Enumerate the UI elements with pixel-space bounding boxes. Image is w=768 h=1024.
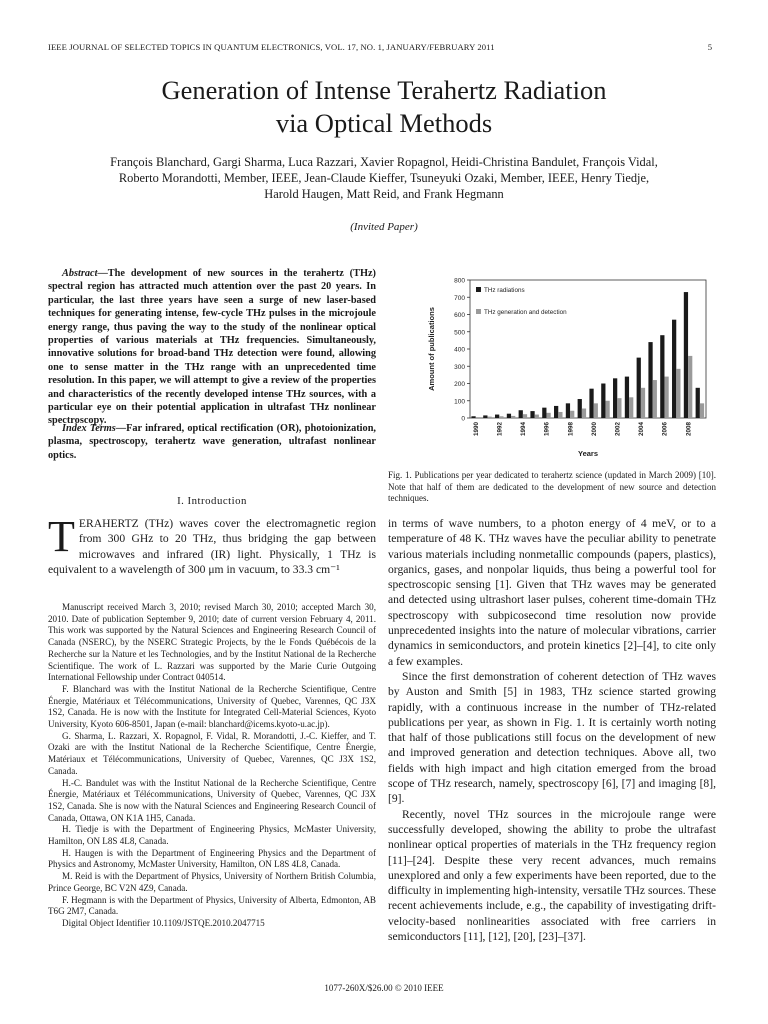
footnote: F. Hegmann is with the Department of Physics, University of Alberta, Edmonton, AB T6G 2M7, Canada. [48,894,376,917]
x-tick-label: 1990 [472,422,480,437]
bar-thz-generation-detection [546,413,550,418]
bar-thz-generation-detection [511,416,515,418]
footnote: H. Tiedje is with the Department of Engineering Physics, McMaster University, Hamilton, ON L8S 4L8, Canada. [48,824,376,847]
index-terms-label: Index Terms [62,423,116,434]
bar-thz-generation-detection [617,398,621,418]
bar-thz-radiations [672,320,676,418]
bar-thz-radiations [519,410,523,418]
y-tick-label: 300 [454,363,465,371]
legend-label: THz radiations [484,287,525,294]
drop-cap: T [48,512,75,561]
legend-label: THz generation and detection [484,309,567,316]
bar-thz-radiations [542,408,546,418]
bar-thz-generation-detection [499,416,503,418]
bar-thz-generation-detection [487,417,491,418]
bar-thz-generation-detection [653,380,657,418]
authors-line-2: Roberto Morandotti, Member, IEEE, Jean-Claude Kieffer, Tsuneyuki Ozaki, Member, IEEE, Henry Tiedje, [118,171,650,185]
authors-line-1: François Blanchard, Gargi Sharma, Luca Razzari, Xavier Ropagnol, Heidi-Christina Bandulet, François Vidal, [110,155,658,169]
x-tick-label: 1992 [496,422,504,437]
x-tick-label: 2000 [590,422,598,437]
bar-thz-generation-detection [535,415,539,418]
section-heading: I. Introduction [177,495,247,507]
x-tick-label: 2008 [685,422,693,437]
figure-caption: Fig. 1. Publications per year dedicated to terahertz science (updated in March 2009) [10]. Note that half of them are dedicated to the development of new source and detection techniques. [388,470,716,503]
bar-thz-generation-detection [688,356,692,418]
running-head: IEEE JOURNAL OF SELECTED TOPICS IN QUANTUM ELECTRONICS, VOL. 17, NO. 1, JANUARY/FEBRUARY 2011 [48,42,495,52]
abstract-label: Abstract [62,268,98,279]
footnote: Digital Object Identifier 10.1109/JSTQE.2010.2047715 [62,917,265,928]
right-column-text [388,516,716,944]
x-tick-label: 1996 [543,422,551,437]
bar-thz-radiations [554,406,558,418]
bar-thz-radiations [696,388,700,418]
footnote: G. Sharma, L. Razzari, X. Ropagnol, F. Vidal, R. Morandotti, J.-C. Kieffer, and T. Ozaki are with the Institut National de la Recherche Scientifique, Centre Énergie, Matériaux et Télécommunications, University of Quebec, Varennes, QC J3X 1S2, Canada. [48,730,376,776]
footnote: H.-C. Bandulet was with the Institut National de la Recherche Scientifique, Centre Énergie, Matériaux et Télécommunications, University of Quebec, Varennes, QC J3X 1S2, Canada. She is now with the Natural Sciences and Engineering Research Council of Canada, Ottawa, ON K1A 1H5, Canada. [48,777,376,823]
legend-swatch [476,309,481,314]
bar-thz-generation-detection [582,409,586,418]
y-tick-label: 200 [454,381,465,388]
authors-line-3: Harold Haugen, Matt Reid, and Frank Hegmann [264,187,504,201]
footnote: H. Haugen is with the Department of Engineering Physics and the Department of Physics and Astronomy, McMaster University, Hamilton, ON L8S 4L8, Canada. [48,847,376,870]
bar-thz-radiations [578,399,582,418]
x-tick-label: 2006 [661,422,669,437]
x-tick-label: 2004 [638,422,646,437]
bar-thz-generation-detection [605,401,609,418]
bar-thz-generation-detection [476,417,480,418]
bar-thz-generation-detection [664,377,668,418]
footnote: M. Reid is with the Department of Physics, University of Northern British Columbia, Prince George, BC V2N 4Z9, Canada. [48,871,376,893]
bar-thz-generation-detection [594,403,598,418]
bar-thz-radiations [530,411,534,418]
y-tick-label: 100 [454,398,465,406]
intro-text: ERAHERTZ (THz) waves cover the electromagnetic region from 300 GHz to 20 THz, thus bridging the gap between microwaves and infrared (IR) light. Physically, 1 THz is equivalent to a wavelength of 300 μm in vacuum, to 33.3 cm⁻¹ [48,517,376,576]
bar-thz-radiations [648,342,652,418]
abstract-text: —The development of new sources in the terahertz (THz) spectral region has attracted much attention over the past 20 years. In particular, the last three years have seen a surge of new laser-based techniques for generating intense, few-cycle THz pulses in the microjoule energy range, thus paving the way to the study of the nonlinear optical properties of various materials at THz frequencies. Simultaneously, innovative solutions for broad-band THz detection were found, allowing one to sense matter in the THz range with an unprecedented time resolution. In this paper, we will attempt to give a review of the properties and characteristics of the recently developed intense THz sources, with a particular eye on their potential application in ultrafast THz nonlinear spectroscopy. [48,268,376,427]
bar-thz-radiations [613,378,617,418]
author-list [40,154,728,202]
bar-thz-radiations [566,403,570,418]
x-tick-label: 2002 [614,422,622,437]
bar-thz-radiations [684,292,688,418]
copyright-line: 1077-260X/$26.00 © 2010 IEEE [324,983,444,993]
page-number: 5 [707,42,712,52]
invited-paper-note: (Invited Paper) [350,221,418,233]
footnote: F. Blanchard was with the Institut National de la Recherche Scientifique, Centre Énergie, Matériaux et Télécommunications, University of Quebec, Varennes, QC J3X 1S2, Canada. He is now with the Institute for Integrated Cell-Material Sciences, Kyoto University, Kyoto 606-8501, Japan (e-mail: blanchard@icems.kyoto-u.ac.jp). [48,683,376,730]
title-line-1: Generation of Intense Terahertz Radiation [161,75,607,105]
y-tick-label: 400 [454,346,465,354]
x-axis-label: Years [577,449,599,458]
x-tick-label: 1994 [520,422,528,437]
legend-swatch [476,287,481,292]
y-tick-label: 800 [454,277,465,285]
body-paragraph: in terms of wave numbers, to a photon energy of 4 meV, or to a temperature of 48 K. THz waves have the peculiar ability to penetrate various materials including nonmetallic compounds (papers, plastics), organics, gases, and nonpolar liquids, thus being a powerful tool for spectroscopic sensing [1]. Given that THz waves may be generated and detected using ultrashort laser pulses, coherent time-domain THz spectroscopy with subpicosecond time resolution now provide unprecedented insights into the nature of molecular vibrations, carrier dynamics in semiconductors, and protein kinetics [2]–[4], to cite only a few examples. [388,517,716,668]
bar-thz-radiations [589,389,593,418]
bar-thz-generation-detection [570,411,574,418]
body-paragraph: Recently, novel THz sources in the microjoule range were successfully developed, showing the ability to probe the ultrafast nonlinear optical properties of materials in the THz frequency region [11]–[24]. Despite these very recent advances, much remains unexplored and only a few experiments have been reported, due to the difficulty in implementing high-intensity, versatile THz sources. These recent achievements include, e.g., the capability of investigating drift-velocity-based nonlinearities associated with free carriers in semiconductors [11], [12], [20], [23]–[37]. [388,807,716,944]
abstract [48,267,376,428]
bar-thz-generation-detection [676,369,680,418]
bar-thz-generation-detection [523,414,527,418]
x-tick-label: 1998 [567,422,575,437]
bar-thz-radiations [637,358,641,418]
publications-bar-chart [420,274,720,464]
bar-thz-generation-detection [641,388,645,418]
footnote: Manuscript received March 3, 2010; revised March 30, 2010; accepted March 30, 2010. Date of publication September 9, 2010; date of current version February 4, 2011. This work was supported by the Natural Sciences and Engineering Research Council of Canada (NSERC), by the NSERC Strategic Projects, by the le Fonds Québécois de la Recherche sur la Nature et les Technologies, and by the Institut National de la Recherche Scientifique. The work of L. Razzari was supported by the Marie Curie Outgoing International Fellowship under Contract 040514. [48,602,376,683]
y-tick-label: 700 [454,294,465,302]
y-tick-label: 600 [454,312,465,319]
bar-thz-generation-detection [629,397,633,418]
bar-thz-generation-detection [558,412,562,418]
footnotes [48,602,376,930]
y-axis-label: Amount of publications [427,307,436,391]
bar-thz-radiations [471,416,475,418]
title-line-2: via Optical Methods [275,108,493,138]
bar-thz-radiations [507,414,511,418]
y-tick-label: 500 [454,329,465,337]
bar-thz-radiations [495,415,499,418]
paper-title [0,74,768,140]
y-tick-label: 0 [461,415,465,423]
bar-thz-radiations [601,384,605,419]
plot-frame [470,280,706,418]
bar-thz-radiations [660,335,664,418]
body-paragraph: Since the first demonstration of coherent detection of THz waves by Auston and Smith [5] in 1983, THz science started growing rapidly, with a continuous increase in the number of THz-related publications per year, as shown in Fig. 1. It is certainly worth noting that half of those publications still focus on the development of new and improved generation and detection techniques. Above all, two fields with high impact and high citation emerged from the broad scope of THz research, namely, spectroscopy [6], [7] and imaging [8], [9]. [388,669,716,806]
index-terms [48,422,376,462]
bar-thz-radiations [483,415,487,418]
intro-paragraph [48,512,376,577]
bar-thz-radiations [625,377,629,418]
index-terms-text: —Far infrared, optical rectification (OR), photoionization, plasma, spectroscopy, terahertz wave generation, ultrafast nonlinear optics. [48,423,376,461]
bar-thz-generation-detection [700,403,704,418]
